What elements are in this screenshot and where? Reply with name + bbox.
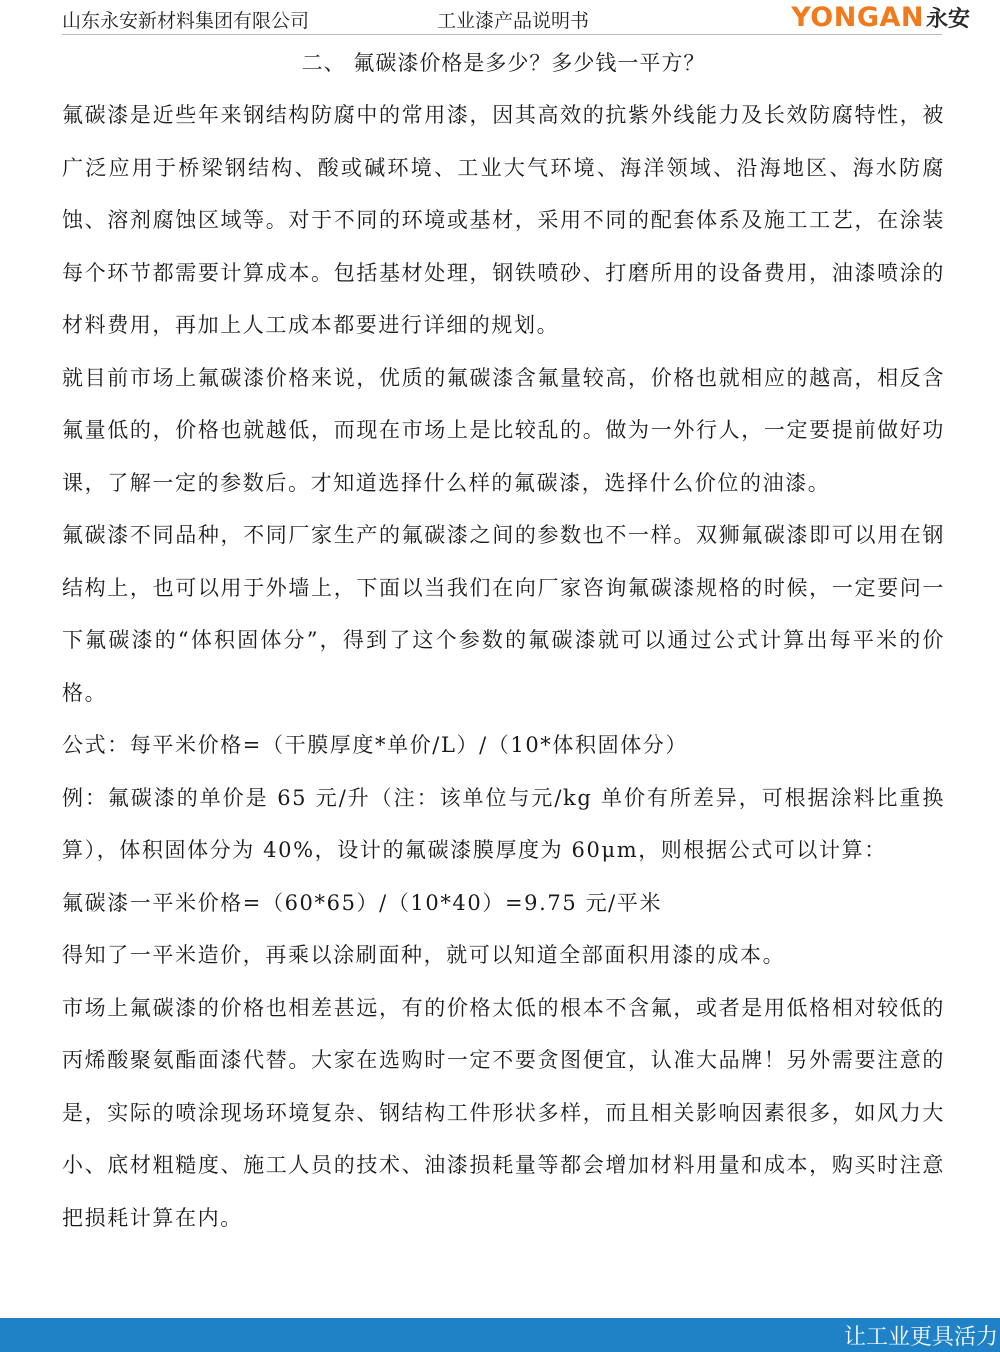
page-header — [0, 0, 1000, 36]
section-title: 二、 氟碳漆价格是多少？多少钱一平方？ — [301, 51, 706, 75]
company-name: 山东永安新材料集团有限公司 — [62, 10, 310, 32]
header-divider — [62, 34, 942, 35]
paragraph-market-price: 就目前市场上氟碳漆价格来说，优质的氟碳漆含氟量较高，价格也就相应的越高，相反含氟量低的，价格也就越低，而现在市场上是比较乱的。做为一外行人，一定要提前做好功课，了解一定的参数后。才知道选择什么样的氟碳漆，选择什么价位的油漆。 — [62, 365, 945, 495]
footer-bar — [0, 1318, 1000, 1352]
paragraph-example: 例：氟碳漆的单价是 65 元/升（注：该单位与元/kg 单价有所差异，可根据涂料比重换算），体积固体分为 40%，设计的氟碳漆膜厚度为 60μm，则根据公式可以计算： — [62, 785, 945, 862]
company-logo — [791, 2, 970, 33]
paragraph-intro: 氟碳漆是近些年来钢结构防腐中的常用漆，因其高效的抗紫外线能力及长效防腐特性，被广泛应用于桥梁钢结构、酸或碱环境、工业大气环境、海洋领域、沿海地区、海水防腐蚀、溶剂腐蚀区域等。对于不同的环境或基材，采用不同的配套体系及施工工艺，在涂装每个环节都需要计算成本。包括基材处理，钢铁喷砂、打磨所用的设备费用，油漆喷涂的材料费用，再加上人工成本都要进行详细的规划。 — [62, 103, 945, 337]
document-body — [62, 37, 945, 1244]
document-title: 工业漆产品说明书 — [437, 10, 590, 32]
paragraph-formula: 公式：每平米价格=（干膜厚度*单价/L）/（10*体积固体分） — [62, 733, 689, 757]
paragraph-advice: 市场上氟碳漆的价格也相差甚远，有的价格太低的根本不含氟，或者是用低格相对较低的丙烯酸聚氨酯面漆代替。大家在选购时一定不要贪图便宜，认准大品牌！另外需要注意的是，实际的喷涂现场环境复杂、钢结构工件形状多样，而且相关影响因素很多，如风力大小、底材粗糙度、施工人员的技术、油漆损耗量等都会增加材料用量和成本，购买时注意把损耗计算在内。 — [62, 995, 945, 1230]
logo-latin-text: YONGAN — [791, 2, 924, 33]
footer-slogan: 让工业更具活力 — [843, 1325, 998, 1350]
paragraph-parameters: 氟碳漆不同品种，不同厂家生产的氟碳漆之间的参数也不一样。双狮氟碳漆即可以用在钢结构上，也可以用于外墙上，下面以当我们在向厂家咨询氟碳漆规格的时候，一定要问一下氟碳漆的“体积固体分”，得到了这个参数的氟碳漆就可以通过公式计算出每平米的价格。 — [62, 523, 945, 705]
logo-chinese-text: 永安 — [925, 7, 970, 32]
paragraph-calculation: 氟碳漆一平米价格=（60*65）/（10*40）=9.75 元/平米 — [62, 890, 663, 915]
paragraph-total-cost: 得知了一平米造价，再乘以涂刷面种，就可以知道全部面积用漆的成本。 — [62, 943, 786, 967]
